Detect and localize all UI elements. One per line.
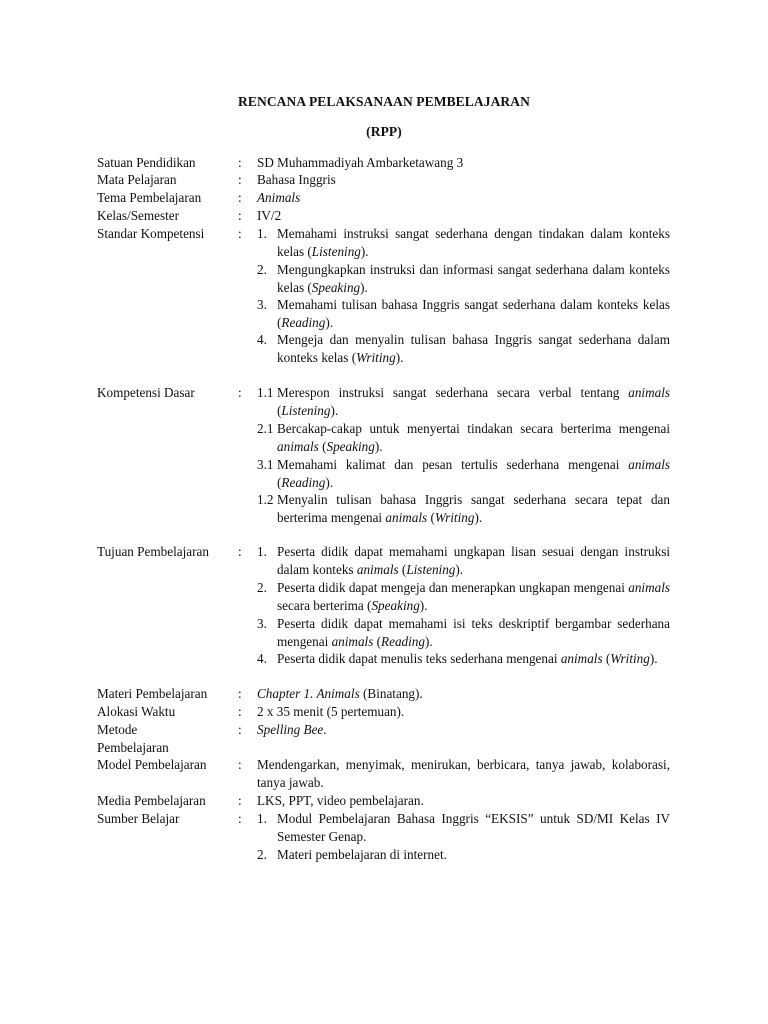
field-value: Chapter 1. Animals (Binatang). bbox=[257, 686, 423, 701]
field-label: Materi Pembelajaran bbox=[97, 686, 208, 701]
list-item-text: Materi pembelajaran di internet. bbox=[277, 847, 447, 862]
field-label: Satuan Pendidikan bbox=[97, 155, 196, 170]
field-label: Standar Kompetensi bbox=[97, 226, 205, 241]
list-item-text: Modul Pembelajaran Bahasa Inggris “EKSIS” untuk SD/MI Kelas IV Semester Genap. bbox=[277, 811, 670, 844]
field-value: 2 x 35 menit (5 pertemuan). bbox=[257, 704, 405, 719]
list-item-number: 4. bbox=[257, 651, 267, 666]
list-item-text: Memahami instruksi sangat sederhana dengan tindakan dalam konteks kelas (Listening). bbox=[277, 226, 670, 259]
field-colon: : bbox=[238, 208, 242, 223]
field-value: Bahasa Inggris bbox=[257, 172, 336, 187]
list-item-number: 2. bbox=[257, 262, 267, 277]
field-colon: : bbox=[238, 686, 242, 701]
field-label: Metode bbox=[97, 722, 138, 737]
field-colon: : bbox=[238, 172, 242, 187]
list-item-number: 2.1 bbox=[257, 421, 274, 436]
field-label: Kelas/Semester bbox=[97, 208, 180, 223]
list-item-text: Mengeja dan menyalin tulisan bahasa Inggris sangat sederhana dalam konteks kelas (Writing). bbox=[277, 332, 670, 365]
field-label: Mata Pelajaran bbox=[97, 172, 177, 187]
field-value: LKS, PPT, video pembelajaran. bbox=[257, 793, 424, 808]
list-item-text: Peserta didik dapat memahami ungkapan lisan sesuai dengan instruksi dalam konteks animals (Listening). bbox=[277, 544, 670, 577]
list-item-number: 4. bbox=[257, 332, 267, 347]
list-item-text: Peserta didik dapat mengeja dan menerapkan ungkapan mengenai animals secara berterima (Speaking). bbox=[277, 580, 670, 613]
document-title: RENCANA PELAKSANAAN PEMBELAJARAN bbox=[238, 94, 530, 109]
field-value: Animals bbox=[257, 190, 301, 205]
field-label: Model Pembelajaran bbox=[97, 757, 207, 772]
field-colon: : bbox=[238, 793, 242, 808]
field-label: Media Pembelajaran bbox=[97, 793, 206, 808]
list-item-number: 1. bbox=[257, 544, 267, 559]
list-item-number: 1. bbox=[257, 811, 267, 826]
list-item-text: Menyalin tulisan bahasa Inggris sangat sederhana secara tepat dan berterima mengenai animals (Writing). bbox=[277, 492, 670, 525]
field-label: Tujuan Pembelajaran bbox=[97, 544, 209, 559]
list-item-number: 3. bbox=[257, 297, 267, 312]
list-item-text: Peserta didik dapat menulis teks sederhana mengenai animals (Writing). bbox=[277, 651, 658, 666]
field-label-continued: Pembelajaran bbox=[97, 740, 169, 755]
field-colon: : bbox=[238, 155, 242, 170]
field-colon: : bbox=[238, 722, 242, 737]
field-value: Mendengarkan, menyimak, menirukan, berbicara, tanya jawab, kolaborasi, tanya jawab. bbox=[257, 757, 670, 790]
field-value: IV/2 bbox=[257, 208, 282, 223]
list-item-text: Memahami tulisan bahasa Inggris sangat sederhana dalam konteks kelas (Reading). bbox=[277, 297, 670, 330]
list-item-number: 3. bbox=[257, 616, 267, 631]
field-label: Sumber Belajar bbox=[97, 811, 180, 826]
field-colon: : bbox=[238, 544, 242, 559]
field-label: Alokasi Waktu bbox=[97, 704, 176, 719]
list-item-number: 1.1 bbox=[257, 385, 274, 400]
field-value: Spelling Bee. bbox=[257, 722, 327, 737]
list-item-number: 2. bbox=[257, 847, 267, 862]
document-subtitle: (RPP) bbox=[366, 124, 402, 139]
list-item-number: 1. bbox=[257, 226, 267, 241]
field-label: Tema Pembelajaran bbox=[97, 190, 202, 205]
list-item-text: Bercakap-cakap untuk menyertai tindakan secara berterima mengenai animals (Speaking). bbox=[277, 421, 670, 454]
list-item-text: Mengungkapkan instruksi dan informasi sangat sederhana dalam konteks kelas (Speaking). bbox=[277, 262, 670, 295]
field-value: SD Muhammadiyah Ambarketawang 3 bbox=[257, 155, 464, 170]
field-colon: : bbox=[238, 226, 242, 241]
field-colon: : bbox=[238, 385, 242, 400]
list-item-text: Merespon instruksi sangat sederhana secara verbal tentang animals (Listening). bbox=[277, 385, 670, 418]
list-item-number: 3.1 bbox=[257, 457, 274, 472]
field-colon: : bbox=[238, 704, 242, 719]
list-item-number: 2. bbox=[257, 580, 267, 595]
list-item-text: Peserta didik dapat memahami isi teks deskriptif bergambar sederhana mengenai animals (Reading). bbox=[277, 616, 670, 649]
field-label: Kompetensi Dasar bbox=[97, 385, 195, 400]
field-colon: : bbox=[238, 190, 242, 205]
field-colon: : bbox=[238, 811, 242, 826]
list-item-text: Memahami kalimat dan pesan tertulis sederhana mengenai animals (Reading). bbox=[277, 457, 670, 490]
list-item-number: 1.2 bbox=[257, 492, 274, 507]
field-colon: : bbox=[238, 757, 242, 772]
